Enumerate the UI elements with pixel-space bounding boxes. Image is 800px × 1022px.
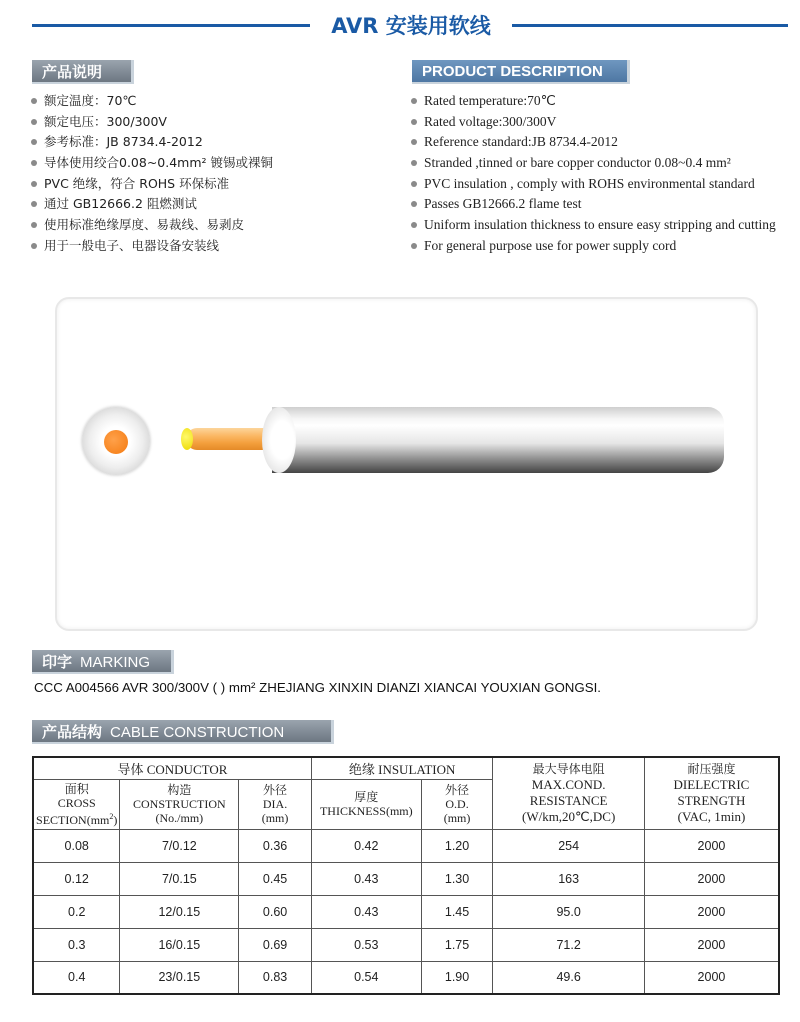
table-cell: 23/0.15 [120, 961, 239, 994]
resistance-header-en2: RESISTANCE [529, 793, 608, 809]
dia-header-en: DIA. [262, 797, 288, 811]
list-item: 通过 GB12666.2 阻燃测试 [30, 194, 273, 215]
strength-header-en2: STRENGTH [677, 793, 746, 809]
conductor-core-icon [104, 430, 128, 454]
description-en-header-label: PRODUCT DESCRIPTION [422, 63, 603, 80]
resistance-header [493, 757, 645, 829]
resistance-header-cn: 最大导体电阻 [532, 762, 605, 777]
table-cell: 0.53 [311, 928, 421, 961]
page-title: AVR 安装用软线 [331, 14, 491, 38]
table-cell: 71.2 [493, 928, 645, 961]
table-cell: 163 [493, 862, 645, 895]
table-cell: 2000 [644, 895, 779, 928]
list-item: Uniform insulation thickness to ensure easy stripping and cutting [410, 215, 776, 236]
construction-col-header-en: CONSTRUCTION [133, 797, 226, 811]
list-item: 额定电压：300/300V [30, 112, 273, 133]
table-cell: 1.75 [421, 928, 493, 961]
table-cell: 0.12 [33, 862, 120, 895]
area-header-en1: CROSS [57, 795, 96, 810]
conductor-group-header: 导体 CONDUCTOR [33, 757, 311, 779]
list-item: 参考标准：JB 8734.4-2012 [30, 132, 273, 153]
construction-header-en: CABLE CONSTRUCTION [110, 724, 285, 741]
table-row [33, 928, 779, 961]
table-cell: 1.30 [421, 862, 493, 895]
table-cell: 0.4 [33, 961, 120, 994]
table-row [33, 862, 779, 895]
marking-header-en: MARKING [80, 654, 151, 671]
table-row [33, 895, 779, 928]
title-rule-right [512, 24, 788, 27]
strength-header-cn: 耐压强度 [687, 762, 736, 777]
marking-header [32, 650, 174, 674]
construction-col-header [120, 779, 239, 829]
list-item: Reference standard:JB 8734.4-2012 [410, 132, 776, 153]
title-rule-left [32, 24, 310, 27]
conductor-tip-image [181, 428, 193, 450]
table-cell: 0.60 [239, 895, 312, 928]
table-cell: 7/0.12 [120, 829, 239, 862]
table-cell: 0.54 [311, 961, 421, 994]
table-cell: 0.3 [33, 928, 120, 961]
construction-col-header-cn: 构造 [167, 783, 192, 797]
area-header-end: ) [113, 812, 118, 827]
table-cell: 16/0.15 [120, 928, 239, 961]
table-cell: 0.36 [239, 829, 312, 862]
resistance-header-en1: MAX.COND. [531, 777, 606, 793]
marking-header-cn: 印字 [42, 653, 73, 671]
cable-insulation-image [272, 407, 724, 473]
construction-header-cn: 产品结构 [42, 723, 103, 741]
area-header-en2: SECTION(mm [36, 812, 110, 827]
list-item: Stranded ,tinned or bare copper conductor 0.08~0.4 mm² [410, 153, 776, 174]
table-cell: 2000 [644, 928, 779, 961]
table-cell: 0.69 [239, 928, 312, 961]
od-header-unit: (mm) [443, 811, 471, 825]
strength-header-en1: DIELECTRIC [673, 777, 750, 793]
description-cn-header-label: 产品说明 [42, 63, 103, 81]
table-cell: 2000 [644, 961, 779, 994]
od-header-en: O.D. [445, 797, 469, 811]
table-cell: 95.0 [493, 895, 645, 928]
list-item: PVC insulation , comply with ROHS environmental standard [410, 174, 776, 195]
list-item: 导体使用绞合0.08~0.4mm² 镀锡或裸铜 [30, 153, 273, 174]
construction-col-header-unit: (No./mm) [155, 811, 204, 825]
table-cell: 0.43 [311, 895, 421, 928]
table-cell: 2000 [644, 829, 779, 862]
description-cn-list [30, 91, 273, 257]
strength-header [644, 757, 779, 829]
table-cell: 0.2 [33, 895, 120, 928]
thickness-header-en: THICKNESS(mm) [319, 804, 413, 818]
dia-header-cn: 外径 [263, 783, 288, 797]
table-row [33, 961, 779, 994]
table-cell: 1.45 [421, 895, 493, 928]
description-en-list [410, 91, 776, 257]
table-cell: 254 [493, 829, 645, 862]
thickness-header [311, 779, 421, 829]
od-header [421, 779, 493, 829]
list-item: 用于一般电子、电器设备安装线 [30, 236, 273, 257]
description-en-header [412, 60, 630, 84]
table-cell: 7/0.15 [120, 862, 239, 895]
table-cell: 2000 [644, 862, 779, 895]
table-cell: 0.42 [311, 829, 421, 862]
area-header-sup: 2 [109, 811, 114, 821]
list-item: PVC 绝缘，符合 ROHS 环保标准 [30, 174, 273, 195]
marking-text: CCC A004566 AVR 300/300V ( ) mm² ZHEJIANG XINXIN DIANZI XIANCAI YOUXIAN GONGSI. [34, 680, 601, 695]
list-item: Rated temperature:70℃ [410, 91, 776, 112]
table-cell: 0.43 [311, 862, 421, 895]
table-row [33, 829, 779, 862]
area-header-en2-wrap [34, 810, 119, 827]
description-cn-header [32, 60, 134, 84]
list-item: Passes GB12666.2 flame test [410, 194, 776, 215]
table-cell: 1.90 [421, 961, 493, 994]
table-cell: 1.20 [421, 829, 493, 862]
table-cell: 0.83 [239, 961, 312, 994]
cable-construction-table [32, 756, 780, 995]
strength-header-unit: (VAC, 1min) [677, 809, 746, 825]
table-cell: 0.08 [33, 829, 120, 862]
thickness-header-cn: 厚度 [354, 790, 379, 804]
resistance-header-unit: (W/km,20℃,DC) [521, 809, 616, 825]
dia-header-unit: (mm) [261, 811, 289, 825]
list-item: Rated voltage:300/300V [410, 112, 776, 133]
od-header-cn: 外径 [445, 783, 470, 797]
dia-header [239, 779, 312, 829]
table-cell: 12/0.15 [120, 895, 239, 928]
cable-end-face-image [262, 407, 296, 473]
list-item: 额定温度：70℃ [30, 91, 273, 112]
insulation-group-header: 绝缘 INSULATION [311, 757, 493, 779]
table-cell: 49.6 [493, 961, 645, 994]
list-item: For general purpose use for power supply cord [410, 236, 776, 257]
area-header-cn: 面积 [64, 781, 89, 796]
list-item: 使用标准绝缘厚度、易裁线、易剥皮 [30, 215, 273, 236]
table-cell: 0.45 [239, 862, 312, 895]
area-header [33, 779, 120, 829]
construction-header [32, 720, 334, 744]
